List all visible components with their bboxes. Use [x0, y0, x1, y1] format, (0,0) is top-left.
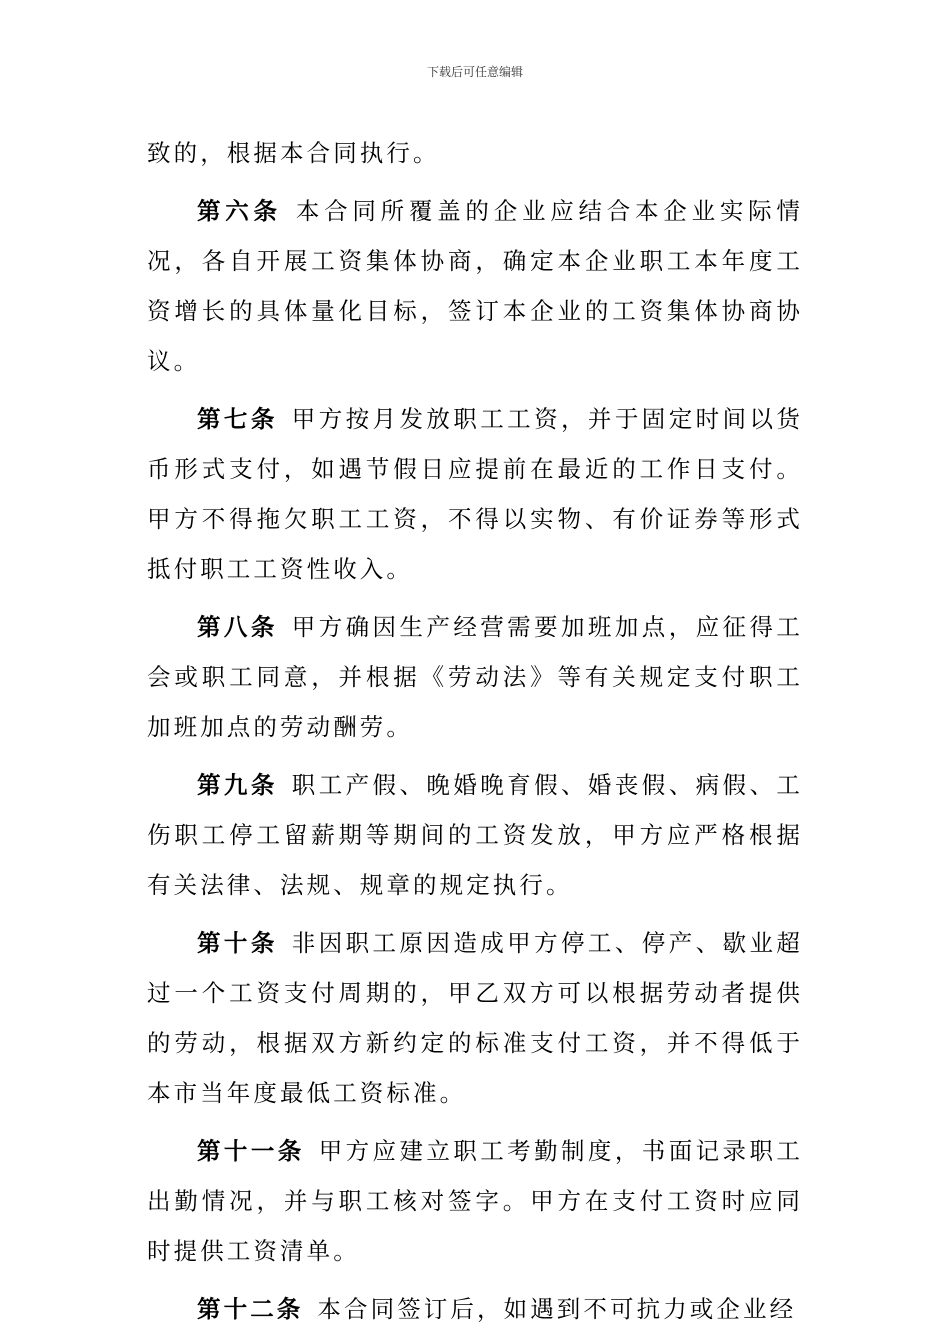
article-text: 甲方按月发放职工工资，并于固定时间以货币形式支付，如遇节假日应提前在最近的工作日支付。甲方不得拖欠职工工资，不得以实物、有价证券等形式抵付职工工资性收入。: [147, 405, 803, 583]
paragraph-text: 致的，根据本合同执行。: [147, 139, 440, 167]
article-text: 本合同所覆盖的企业应结合本企业实际情况，各自开展工资集体协商，确定本企业职工本年度工资增长的具体量化目标，签订本企业的工资集体协商协议。: [147, 197, 803, 375]
article-6: [147, 186, 803, 386]
article-number: 第十一条: [197, 1137, 305, 1165]
article-text: 职工产假、晚婚晚育假、婚丧假、病假、工伤职工停工留薪期等期间的工资发放，甲方应严格根据有关法律、法规、规章的规定执行。: [147, 771, 803, 899]
article-number: 第十二条: [197, 1295, 304, 1323]
article-text: 甲方确因生产经营需要加班加点，应征得工会或职工同意，并根据《劳动法》等有关规定支付职工加班加点的劳动酬劳。: [147, 613, 803, 741]
paragraph-continuation: [147, 128, 803, 178]
article-text: 非因职工原因造成甲方停工、停产、歇业超过一个工资支付周期的，甲乙双方可以根据劳动者提供的劳动，根据双方新约定的标准支付工资，并不得低于本市当年度最低工资标准。: [147, 929, 803, 1107]
article-number: 第九条: [197, 771, 278, 799]
article-9: [147, 760, 803, 910]
article-10: [147, 918, 803, 1118]
article-text: 本合同签订后，如遇到不可抗力或企业经: [317, 1295, 797, 1323]
article-7: [147, 394, 803, 594]
article-number: 第八条: [197, 613, 278, 641]
article-number: 第七条: [197, 405, 278, 433]
article-number: 第六条: [197, 197, 282, 225]
article-11: [147, 1126, 803, 1276]
article-number: 第十条: [197, 929, 278, 957]
article-text: 甲方应建立职工考勤制度，书面记录职工出勤情况，并与职工核对签字。甲方在支付工资时应同时提供工资清单。: [147, 1137, 803, 1265]
article-8: [147, 602, 803, 752]
article-12: [147, 1284, 803, 1334]
page-header: 下载后可任意编辑: [426, 65, 523, 79]
document-body: [147, 128, 803, 1342]
